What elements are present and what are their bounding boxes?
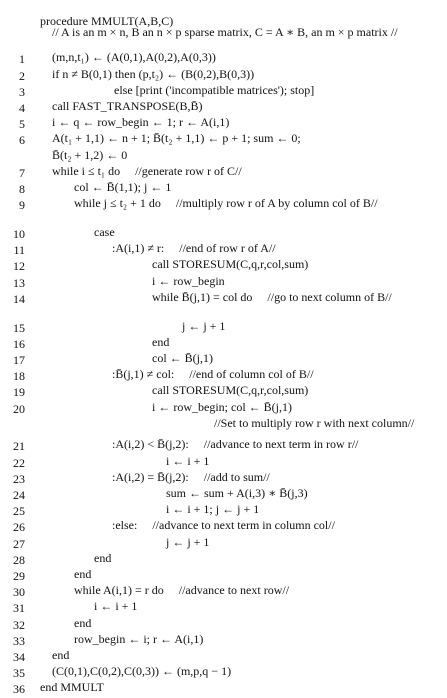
line-9 xyxy=(0,196,447,214)
header-comment xyxy=(0,25,447,43)
code-text: else [print ('incompatible matrices'); stop] xyxy=(114,82,315,97)
code-text: sum ← sum + A(i,3) ∗ B̄(j,3) xyxy=(166,486,308,500)
line-number: 20 xyxy=(13,401,25,416)
line-number: 14 xyxy=(13,291,25,306)
code-text: while i ≤ t₁ do //generate row r of C// xyxy=(52,163,242,178)
line-number: 29 xyxy=(13,569,25,583)
code-text: while B̄(j,1) = col do //go to next column of B// xyxy=(152,289,392,304)
code-text: if n ≠ B(0,1) then (p,t₂) ← (B(0,2),B(0,3)) xyxy=(52,66,255,81)
code-text: i ← row_begin xyxy=(152,273,225,288)
line-36 xyxy=(0,680,447,698)
line-number: 23 xyxy=(13,471,25,486)
line-number: 16 xyxy=(13,336,25,351)
code-text: call STORESUM(C,q,r,col,sum) xyxy=(152,383,309,398)
line-number: 28 xyxy=(13,552,25,567)
code-text: while j ≤ t₂ + 1 do //multiply row r of A by column col of B// xyxy=(74,196,378,211)
code-text: j ← j + 1 xyxy=(166,534,210,549)
line-number: 4 xyxy=(19,101,25,115)
code-text: end MMULT xyxy=(40,680,104,695)
code-text: case xyxy=(94,225,115,239)
line-number: 17 xyxy=(13,353,25,367)
code-text: :else: //advance to next term in column col// xyxy=(112,518,335,533)
code-text: end xyxy=(52,648,70,662)
line-number: 8 xyxy=(19,182,25,196)
code-text: i ← i + 1 xyxy=(94,599,138,614)
code-text: :A(i,1) ≠ r: //end of row r of A// xyxy=(112,241,276,256)
code-text: col ← B̄(j,1) xyxy=(152,351,213,365)
line-number: 11 xyxy=(13,243,25,258)
code-text: :A(i,2) < B̄(j,2): //advance to next term in row r// xyxy=(112,437,359,452)
line-14 xyxy=(0,290,447,308)
code-text: end xyxy=(74,567,92,581)
code-text: A(t₁ + 1,1) ← n + 1; B̄(t₂ + 1,1) ← p + 1; sum ← 0; xyxy=(52,131,301,146)
line-number: 34 xyxy=(13,650,25,664)
line-number: 21 xyxy=(13,439,25,454)
line-number: 13 xyxy=(13,275,25,290)
line-number: 19 xyxy=(13,385,25,400)
line-number: 15 xyxy=(13,320,25,335)
code-text: while A(i,1) = r do //advance to next row// xyxy=(74,583,290,598)
line-number: 36 xyxy=(13,682,25,697)
line-number: 12 xyxy=(13,259,25,274)
line-number: 24 xyxy=(13,488,25,502)
line-number: 5 xyxy=(19,117,25,132)
code-text: end xyxy=(152,334,170,349)
code-text: end xyxy=(74,615,92,630)
code-text: :A(i,2) = B̄(j,2): //add to sum// xyxy=(112,469,270,484)
line-number: 32 xyxy=(13,617,25,632)
line-number: 1 xyxy=(19,52,25,67)
code-text: call FAST_TRANSPOSE(B,B̄) xyxy=(52,99,203,113)
line-number: 2 xyxy=(19,68,25,83)
code-text: procedure MMULT(A,B,C) xyxy=(40,14,174,29)
code-text: B̄(t₂ + 1,2) ← 0 xyxy=(52,147,128,162)
line-number: 10 xyxy=(13,227,25,241)
line-number: 9 xyxy=(19,198,25,213)
code-text: :B̄(j,1) ≠ col: //end of column col of B// xyxy=(112,367,314,382)
code-text: col ← B̄(1,1); j ← 1 xyxy=(74,180,172,194)
line-number: 18 xyxy=(13,369,25,384)
line-number: 33 xyxy=(13,633,25,648)
code-text: i ← q ← row_begin ← 1; r ← A(i,1) xyxy=(52,115,230,130)
line-number: 25 xyxy=(13,504,25,519)
code-text: //Set to multiply row r with next column// xyxy=(214,415,415,430)
code-text: i ← i + 1; j ← j + 1 xyxy=(166,502,260,517)
code-text: call STORESUM(C,q,r,col,sum) xyxy=(152,257,309,272)
code-text: end xyxy=(94,550,112,565)
line-number: 6 xyxy=(19,133,25,148)
line-number: 22 xyxy=(13,455,25,470)
code-text: i ← row_begin; col ← B̄(j,1) xyxy=(152,399,292,414)
line-number: 3 xyxy=(19,84,25,99)
line-20-comment xyxy=(0,416,447,434)
code-text: row_begin ← i; r ← A(i,1) xyxy=(74,631,204,646)
line-number: 31 xyxy=(13,601,25,616)
code-text: j ← j + 1 xyxy=(182,318,226,333)
line-number: 27 xyxy=(13,536,25,551)
code-text: (m,n,t₁) ← (A(0,1),A(0,2),A(0,3)) xyxy=(52,50,216,65)
line-number: 26 xyxy=(13,520,25,535)
code-text: i ← i + 1 xyxy=(166,453,210,468)
line-number: 30 xyxy=(13,585,25,600)
line-number: 35 xyxy=(13,666,25,681)
line-number: 7 xyxy=(19,165,25,180)
code-text: // A is an m × n, B an n × p sparse matrix, C = A ∗ B, an m × p matrix // xyxy=(52,25,398,40)
code-text: (C(0,1),C(0,2),C(0,3)) ← (m,p,q − 1) xyxy=(52,664,232,679)
